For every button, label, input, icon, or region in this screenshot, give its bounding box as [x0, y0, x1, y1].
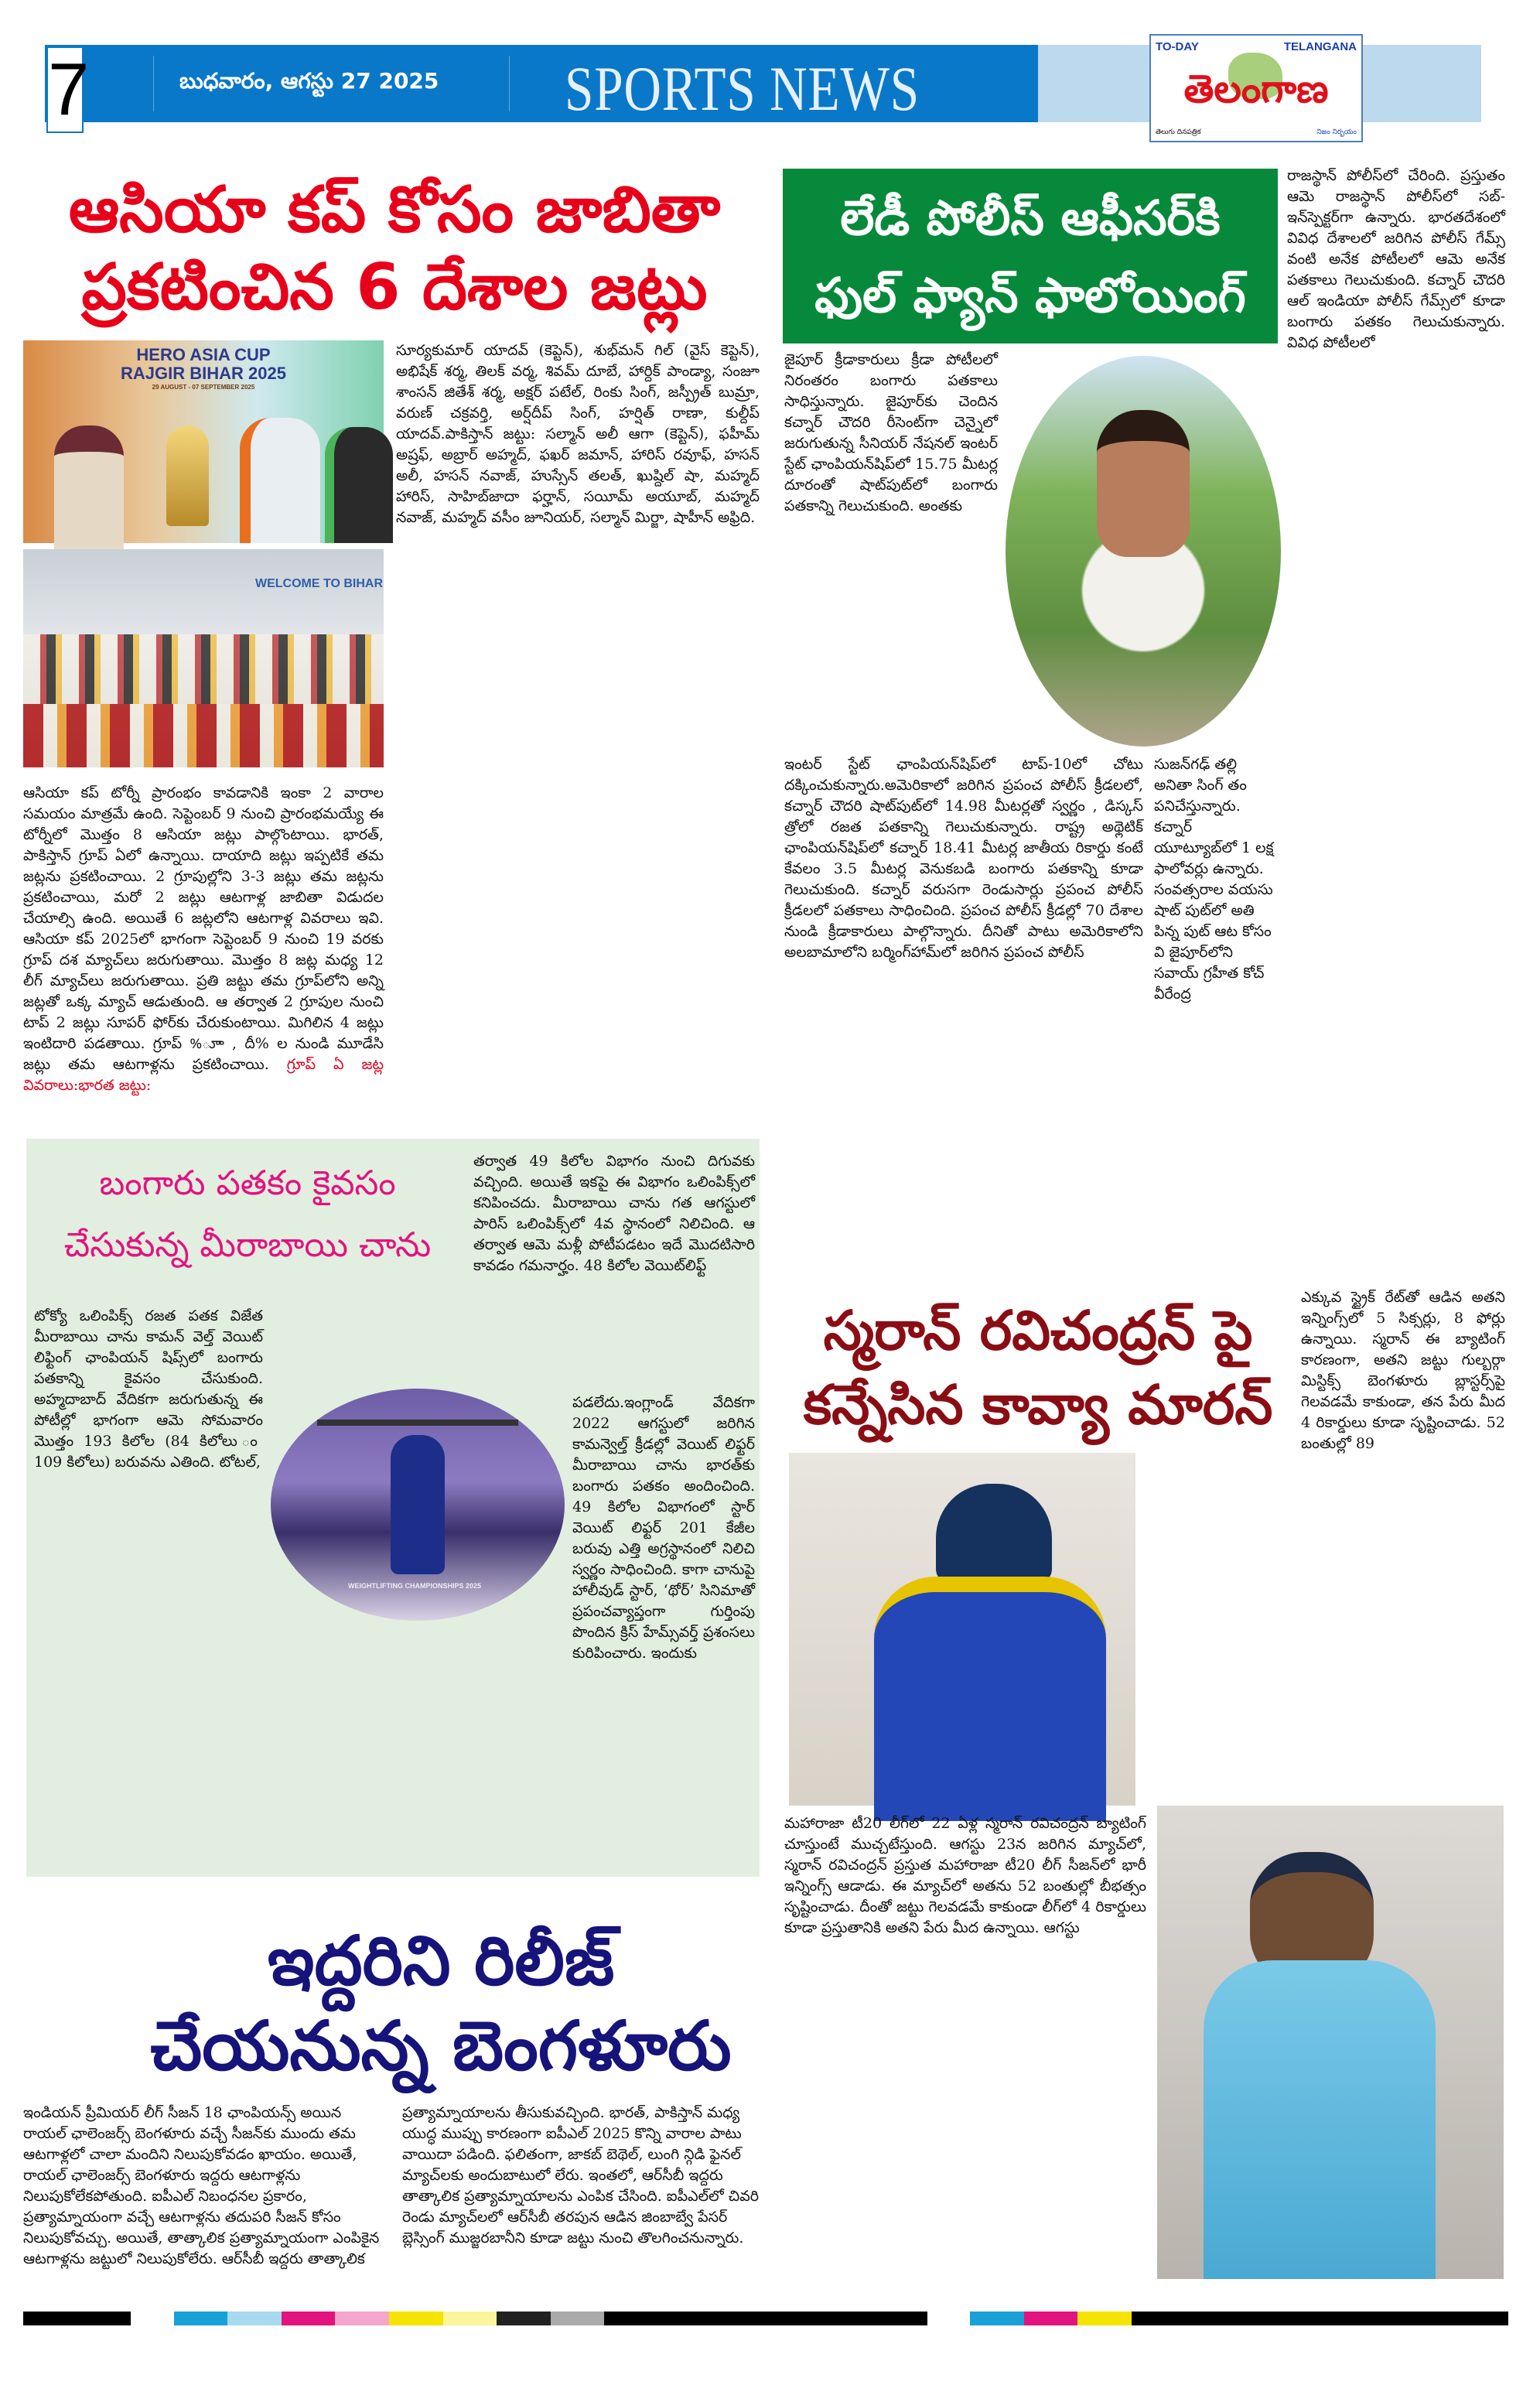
banner-text: WEIGHTLIFTING CHAMPIONSHIPS 2025	[348, 1582, 482, 1590]
section-title: SPORTS NEWS	[565, 53, 920, 124]
logo-text: తెలుగు దినపత్రిక	[1156, 128, 1201, 136]
mirabai-body-right: పడలేదు.ఇంగ్లాండ్ వేదికగా 2022 ఆగస్టులో జరిగిన కామన్వెల్త్ క్రీడల్లో వెయిట్ లిఫ్టర్ మీరాబాయి చాను భారత్‌కు బంగారు పతకం అందించింది. 49 కిలోల విభాగంలో స్టార్ వెయిట్ లిఫ్టర్ 201 కేజీల బరువు ఎత్తి అగ్రస్థానంలో నిలిచి స్వర్ణం సాధించింది. కాగా చానుపై హాలీవుడ్ స్టార్, ‘థోర్’ సినిమాతో ప్రపంచవ్యాప్తంగా గుర్తింపు పొందిన క్రిస్ హేమ్స్‌వర్త్ ప్రశంసలు కురిపించారు. ఇందుకు	[572, 1394, 755, 1662]
police-body-top: జైపూర్ క్రీడాకారులు క్రీడా పోటీలలో నిరంతరం బంగారు పతకాలు సాధిస్తున్నారు. జైపూర్‌కు చెందిన కచ్నార్ చౌదరి రీసెంట్‌గా చెన్నైలో జరుగుతున్న సీనియర్ నేషనల్ ఇంటర్ స్టేట్ ఛాంపియన్‌షిప్‌లో 15.75 మీటర్ల దూరంతో షాట్‌పుట్‌లో బంగారు పతకాన్ని గెలుచుకుంది. అంతకు	[784, 351, 998, 514]
asia-cup-team-photo	[23, 549, 384, 767]
banner-text: 29 AUGUST - 07 SEPTEMBER 2025	[152, 384, 255, 391]
logo-text: TO-DAY	[1156, 40, 1199, 53]
helmet-icon	[936, 1484, 1052, 1584]
headline-line: కన్నేసిన కావ్యా మారన్	[803, 1373, 1273, 1437]
logo-name: తెలంగాణ	[1183, 67, 1329, 111]
headline-line: స్మరాన్ రవిచంద్రన్ పై	[823, 1299, 1253, 1362]
headline-line: బంగారు పతకం కైవసం	[99, 1163, 396, 1203]
cricket-batsman-photo	[789, 1453, 1135, 1806]
headline-line: లేడీ పోలీస్ ఆఫీసర్‌కి	[840, 190, 1221, 246]
banner-text: WELCOME TO BIHAR	[255, 577, 384, 590]
smaran-headline	[783, 1293, 1293, 1442]
headline-line: చేయనున్న బెంగళూరు	[150, 2006, 732, 2086]
bengaluru-body-col1: ఇండియన్ ప్రీమియర్ లీగ్ సీజన్ 18 ఛాంపియన్స్ అయిన రాయల్ ఛాలెంజర్స్ బెంగళూరు వచ్చే సీజన్‌కు ముందు తమ ఆటగాళ్లలో చాలా మందిని నిలుపుకోవడం ఖాయం. అయితే, రాయల్ ఛాలెంజర్స్ బెంగళూరు ఇద్దరు ఆటగాళ్లను నిలుపుకోలేకపోతుంది. ఐపీఎల్ నిబంధనల ప్రకారం, ప్రత్యామ్నాయంగా వచ్చే ఆటగాళ్లను తదుపరి సీజన్ కోసం నిలుపుకోవచ్చు. అయితే, తాత్కాలిక ప్రత్యామ్నాయంగా ఎంపికైన ఆటగాళ్లను జట్టులో నిలుపుకోలేరు. ఆర్‌సీబీ ఇద్దరు తాత్కాలిక	[23, 2104, 380, 2267]
smaran-right-column: ఎక్కువ స్ట్రైక్ రేట్‌తో ఆడిన అతని ఇన్నింగ్స్‌లో 5 సిక్సర్లు, 8 ఫోర్లు ఉన్నాయి. స్మరాన్ ఈ బ్యాటింగ్ కారణంగా, అతని జట్టు గుల్బర్గా మిస్టిక్స్ బెంగళూరు బ్లాస్టర్స్‌పై గెలవడమే కాకుండా, తన పేరు మీద 4 రికార్డులు కూడా సృష్టించాడు. 52 బంతుల్లో 89	[1301, 1289, 1505, 1452]
mirabai-body-left: టోక్యో ఒలింపిక్స్ రజత పతక విజేత మీరాబాయి చాను కామన్ వెల్త్ వెయిట్ లిఫ్టింగ్ ఛాంపియన్ షిప్స్‌లో బంగారు పతకాన్ని కైవసం చేసుకుంది. అహ్మదాబాద్ వేదికగా జరుగుతున్న ఈ పోటీల్లో భాగంగా ఆమె సోమవారం మొత్తం 193 కిలోల (84 కిలోలు ం 109 కిలోలు) బరువను ఎతింది. టోటల్,	[34, 1307, 263, 1471]
player-jersey	[1204, 1960, 1436, 2279]
banner-text: RAJGIR BIHAR 2025	[121, 364, 286, 383]
header-date: బుధవారం, ఆగస్టు 27 2025	[179, 68, 439, 94]
headline-line: చేసుకున్న మీరాబాయి చాను	[63, 1225, 432, 1265]
logo-text: నిజం నిర్భయం	[1316, 128, 1357, 136]
headline-line: ఇద్దరిని రిలీజ్	[267, 1921, 615, 2001]
police-right-column: రాజస్థాన్ పోలీస్‌లో చేరింది. ప్రస్తుతం ఆమె రాజస్థాన్ పోలీస్‌లో సబ్-ఇన్‌స్పెక్టర్‌గా ఉన్నారు. భారతదేశంలో వివిధ దేశాలలో జరిగిన పోలీస్ గేమ్స్ వంటి అనేక పోటీలలో ఆమె అనేక పతకాలు గెలుచుకుంది. కచ్నార్ చౌదరి ఆల్ ఇండియా పోలీస్ గేమ్స్‌లో కూడా బంగారు పతకం గెలుచుకున్నారు. వివిధ పోటీలలో	[1287, 167, 1505, 351]
person-figure	[240, 418, 320, 543]
team-row	[23, 634, 384, 704]
headline-line: ప్రకటించిన 6 దేశాల జట్లు	[81, 251, 708, 324]
police-side-column: సుజన్‌గఢ్ తల్లి అనితా సింగ్ తం పనిచేస్తున్నారు. కచ్నార్ యూట్యూబ్‌లో 1 లక్ష ఫాలోవర్లు ఉన్నారు. సంవత్సరాల వయసు షాట్ పుట్‌లో అతి పిన్న పుట్ ఆట కోసం వి జైపూర్‌లోని సవాయ్ గ్రహీత కోచ్ వీరేంద్ర	[1154, 756, 1274, 1003]
person-figure	[54, 425, 124, 569]
police-body-bottom: ఇంటర్ స్టేట్ ఛాంపియన్‌షిప్‌లో టాప్-10లో చోటు దక్కించుకున్నారు.అమెరికాలో జరిగిన ప్రపంచ పోలీస్ క్రీడలలో, కచ్నార్ చౌదరి షాట్‌పుట్‌లో 14.98 మీటర్లతో స్వర్ణం , డిస్కస్ త్రోలో రజత పతకాన్ని గెలుచుకున్నారు. రాష్ట్ర అథ్లెటిక్ ఛాంపియన్‌షిప్‌లో కచ్నార్ 18.41 మీటర్ల జాతీయ రికార్డు కంటే కేవలం 3.5 మీటర్ల వెనుకబడి బంగారు పతకాన్ని కూడా గెలుచుకుంది. కచ్నార్ వరుసగా రెండుసార్లు ప్రపంచ పోలీస్ క్రీడలలో పతకాలు సాధించింది. ప్రపంచ పోలీస్ క్రీడల్లో 70 దేశాల నుండి క్రీడాకారులు పాల్గొన్నారు. దీనితో పాటు అమెరికాలోని అలబామాలోని బర్మింగ్‌హామ్‌లో జరిగిన ప్రపంచ పోలీస్	[784, 756, 1143, 961]
logo-text: TELANGANA	[1283, 40, 1357, 53]
banner-text: HERO ASIA CUP	[136, 345, 271, 364]
page-number: 7	[46, 46, 84, 133]
article-subhead: గ్రూప్ ఏ జట్ల వివరాలు:భారత జట్టు:	[23, 1056, 384, 1094]
bengaluru-headline	[116, 1919, 766, 2089]
color-registration-strip	[23, 2312, 1508, 2325]
headline-line: ఆసియా కప్ కోసం జాబితా	[68, 173, 721, 247]
header-divider	[509, 56, 510, 111]
person-figure	[1097, 410, 1190, 557]
mirabai-headline	[31, 1153, 464, 1276]
asia-cup-headline	[31, 172, 758, 326]
header-divider	[153, 56, 154, 111]
headline-line: ఫుల్ ఫ్యాన్ ఫాలోయింగ్	[814, 267, 1246, 323]
mirabai-weightlifting-photo	[271, 1389, 565, 1621]
athlete-figure	[391, 1435, 445, 1574]
police-headline-box	[783, 169, 1278, 343]
mirabai-body-right-top: తర్వాత 49 కిలోల విభాగం నుంచి దిగువకు వచ్చింది. అయితే ఇకపై ఈ విభాగం ఒలింపిక్స్‌లో కనిపించదు. మీరాబాయి చాను గత ఆగస్టులో పారిస్ ఒలింపిక్స్‌లో 4వ స్థానంలో నిలిచింది. ఆ తర్వాత ఆమె మళ్లీ పోటీపడటం ఇదే మొదటిసారి కావడం గమనార్హం. 48 కిలోల వెయిట్‌లిఫ్ట్	[473, 1153, 755, 1274]
player-jersey	[874, 1577, 1106, 1821]
asia-cup-trophy-photo	[23, 340, 384, 543]
team-row	[23, 704, 384, 767]
barbell-icon	[317, 1420, 518, 1426]
asia-cup-body-right: సూర్యకుమార్ యాదవ్ (కెప్టెన్), శుభ్‌మన్ గిల్ (వైస్ కెప్టెన్), అభిషేక్ శర్మ, తిలక్ వర్మ, శివమ్ దూబే, హార్దిక్ పాండ్యా, సంజూ శాంసన్ జితేశ్ శర్మ, అక్షర్ పటేల్, రింకు సింగ్, జస్ప్రీత్ బుమ్రా, వరుణ్ చక్రవర్తి, అర్ష్‌దీప్ సింగ్, హర్షిత్ రాణా, కుల్దీప్ యాదవ్.పాకిస్తాన్ జట్టు: సల్మాన్ అలీ ఆగా (కెప్టెన్), ఫహీమ్ అష్రఫ్, అబ్రార్ అహ్మద్, ఫఖర్ జమాన్, హారిస్ రవూఫ్, హసన్ అలీ, హసన్ నవాజ్, హుస్సేన్ తలత్, ఖుష్దిల్ షా, మహ్మద్ హారిస్, సాహిబ్‌జాదా ఫర్హాన్, సయీమ్ అయూబ్, మహ్మద్ నవాజ్, మహ్మద్ వసీం జూనియర్, సల్మాన్ మిర్జా, షాహీన్ అఫ్రిది.	[396, 342, 760, 526]
trophy-icon	[166, 425, 209, 526]
smaran-body: మహారాజా టీ20 లీగ్‌లో 22 ఏళ్ల స్మరాన్ రవిచంద్రన్ బ్యాటింగ్ చూస్తుంటే ముచ్చటేస్తుంది. ఆగస్టు 23న జరిగిన మ్యాచ్‌లో, స్మరాన్ రవిచంద్రన్ ప్రస్తుత మహారాజా టీ20 లీగ్ సీజన్‌లో భారీ ఇన్నింగ్స్ ఆడాడు. ఈ మ్యాచ్‌లో అతను 52 బంతుల్లో బీభత్సం సృష్టించాడు. దీంతో జట్టు గెలవడమే కాకుండా లీగ్‌లో 4 రికార్డులు కూడా ప్రస్తుతానికి అతని పేరు మీద ఉన్నాయి. ఆగస్టు	[784, 1815, 1146, 1936]
asia-cup-body-left	[23, 783, 384, 1123]
cricket-celebration-photo	[1157, 1806, 1504, 2279]
police-officer-photo	[1006, 356, 1281, 747]
bengaluru-body-col2: ప్రత్యామ్నాయాలను తీసుకువచ్చింది. భారత్, పాకిస్తాన్ మధ్య యుద్ధ ముప్పు కారణంగా ఐపీఎల్ 2025 కొన్ని వారాల పాటు వాయిదా పడింది. ఫలితంగా, జాకబ్ బెథెల్, లుంగి న్గిడి ఫైనల్ మ్యాచ్‌లకు అందుబాటులో లేరు. ఇంతలో, ఆర్‌సీబీ ఇద్దరు తాత్కాలిక ప్రత్యామ్నాయాలను ఎంపిక చేసింది. ఐపీఎల్‌లో చివరి రెండు మ్యాచ్‌లలో ఆర్‌సీబీ తరపున ఆడిన జింబాబ్వే పేసర్ బ్లెస్సింగ్ ముజ్జరబానీని కూడా జట్టు నుంచి తొలగించనున్నారు.	[402, 2104, 760, 2247]
person-figure	[325, 427, 393, 543]
article-text: ఆసియా కప్ టోర్నీ ప్రారంభం కావడానికి ఇంకా 2 వారాల సమయం మాత్రమే ఉంది. సెప్టెంబర్ 9 నుంచి ప్రారంభమయ్యే ఈ టోర్నీలో మొత్తం 8 ఆసియా జట్లు పాల్గొంటాయి. భారత్, పాకిస్తాన్ గ్రూప్ ఏలో ఉన్నాయి. దాయాది జట్లు ఇప్పటికే తమ జట్లను ప్రకటించాయి. 2 గ్రూపుల్లోని 3-3 జట్లు తమ జట్లను ప్రకటించాయి, మరో 2 జట్లు ఆటగాళ్ల జాబితా విడుదల చేయాల్సి ఉంది. అయితే 6 జట్లలోని ఆటగాళ్ల వివరాలు ఇవి. ఆసియా కప్ 2025లో భాగంగా సెప్టెంబర్ 9 నుంచి 19 వరకు గ్రూప్ దశ మ్యాచ్‌లు జరుగుతాయి. మొత్తం 8 జట్ల మధ్య 12 లీగ్ మ్యాచ్‌లు జరుగుతాయి. ప్రతి జట్టు తమ గ్రూప్‌లోని అన్ని జట్లతో ఒక్క మ్యాచ్ ఆడుతుంది. ఆ తర్వాత 2 గ్రూపుల నుంచి టాప్ 2 జట్లు సూపర్ ఫోర్‌కు చేరుకుంటాయి. మిగిలిన 4 జట్లు ఇంటిదారి పడతాయి. గ్రూప్ %ూా , దీ% ల నుండి మూడేసి జట్లు తమ ఆటగాళ్లను ప్రకటించాయి.	[23, 784, 384, 1073]
newspaper-logo	[1149, 34, 1363, 142]
